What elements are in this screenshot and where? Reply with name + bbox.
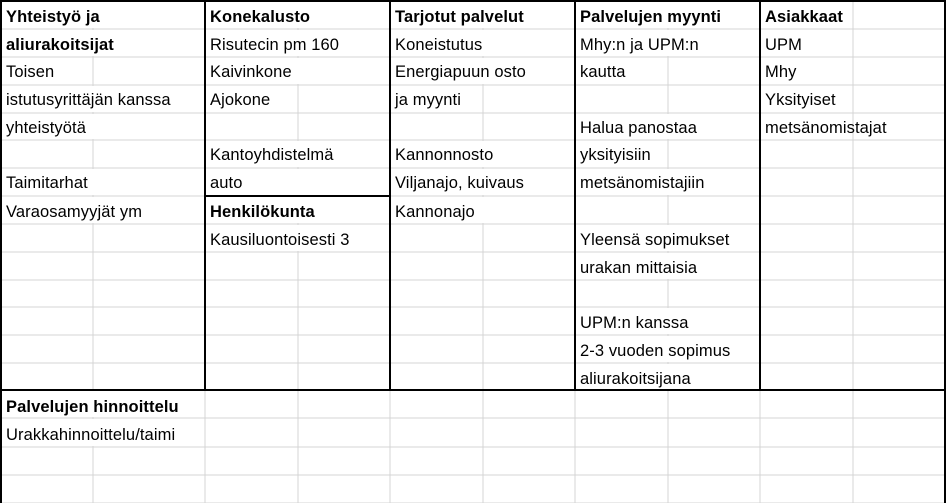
services-line: Viljanajo, kuivaus <box>395 174 524 192</box>
pricing-header: Palvelujen hinnoittelu <box>6 398 179 416</box>
sales-line: yksityisiin <box>580 146 651 164</box>
services-line: Kannonnosto <box>395 146 494 164</box>
partners-line: yhteistyötä <box>6 119 86 137</box>
equipment-line: Ajokone <box>210 91 271 109</box>
partners-line: istutusyrittäjän kanssa <box>6 91 171 109</box>
services-line: Koneistutus <box>395 36 483 54</box>
sales-line: Yleensä sopimukset <box>580 231 730 249</box>
customers-line: Mhy <box>765 63 797 81</box>
customers-line: Yksityiset <box>765 91 836 109</box>
equipment-line: auto <box>210 174 243 192</box>
equipment-line: Risutecin pm 160 <box>210 36 340 54</box>
partners-line: Toisen <box>6 63 55 81</box>
services-line: Kannonajo <box>395 203 475 221</box>
services-line: ja myynti <box>395 91 461 109</box>
customers-line: metsänomistajat <box>765 119 887 137</box>
sales-header: Palvelujen myynti <box>580 8 722 26</box>
partners-line: Varaosamyyjät ym <box>6 203 143 221</box>
sales-line: Halua panostaa <box>580 119 697 137</box>
services-line: Energiapuun osto <box>395 63 526 81</box>
equipment-header: Konekalusto <box>210 8 311 26</box>
equipment-line: Kaivinkone <box>210 63 292 81</box>
sales-line: kautta <box>580 63 626 81</box>
customers-line: UPM <box>765 36 802 54</box>
partners-line: Taimitarhat <box>6 174 88 192</box>
sales-line: metsänomistajiin <box>580 174 705 192</box>
sales-line: aliurakoitsijana <box>580 370 691 388</box>
sales-line: UPM:n kanssa <box>580 314 689 332</box>
customers-header: Asiakkaat <box>765 8 843 26</box>
equipment-line: Kantoyhdistelmä <box>210 146 334 164</box>
sales-line: urakan mittaisia <box>580 259 698 277</box>
staff-line: Kausiluontoisesti 3 <box>210 231 350 249</box>
partners-header-line2: aliurakoitsijat <box>6 36 114 54</box>
staff-header: Henkilökunta <box>210 203 315 221</box>
pricing-line: Urakkahinnoittelu/taimi <box>6 426 176 444</box>
sales-line: 2-3 vuoden sopimus <box>580 342 731 360</box>
sales-line: Mhy:n ja UPM:n <box>580 36 699 54</box>
services-header: Tarjotut palvelut <box>395 8 524 26</box>
partners-header-line1: Yhteistyö ja <box>6 8 100 26</box>
